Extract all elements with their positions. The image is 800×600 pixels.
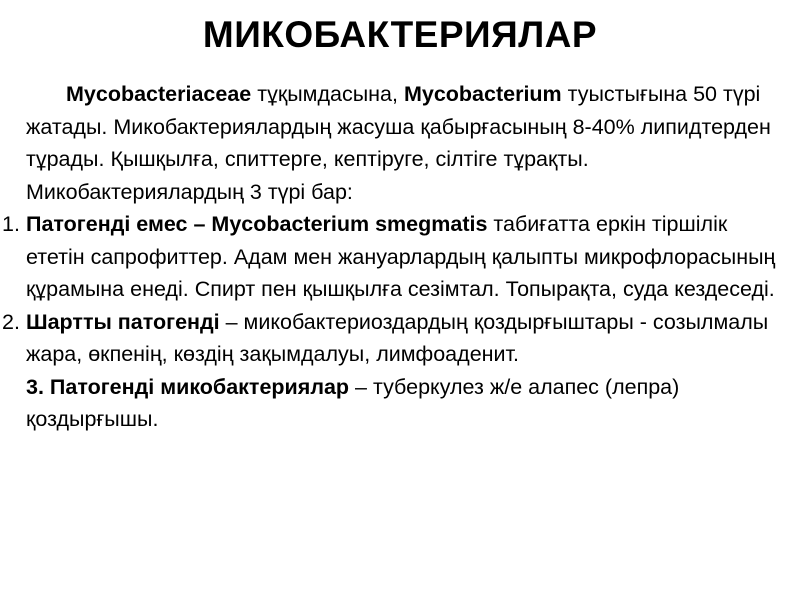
list-item-3-number: 3.: [26, 374, 44, 399]
intro-text-1: тұқымдасына,: [251, 82, 404, 106]
list-item-1-text: табиғатта еркін тіршілік ететін сапрофиттер. Адам мен жануарлардың қалыпты микрофлорасының құрамына енеді. Спирт пен қышқылға сезімтал. Топырақта, суда кездеседі.: [26, 212, 776, 301]
list-item-2-text: – микобактериоздардың қоздырғыштары - созылмалы жара, өкпенің, көздің зақымдалуы, лимфоаденит.: [26, 309, 769, 366]
slide-title: МИКОБАКТЕРИЯЛАР: [202, 14, 598, 55]
list-item-1-term: Mycobacterium smegmatis: [211, 212, 488, 236]
intro-text-2: туыстығына 50 түрі жатады. Микобактериялардың жасуша қабырғасының 8-40% липидтерден тұрады. Қышқылға, спиттерге, кептіруге, сілтіге тұрақты. Микобактериялардың 3 түрі бар:: [26, 82, 771, 204]
intro-paragraph: [26, 78, 786, 208]
list-item-3-heading: Патогенді микобактериялар: [49, 374, 350, 399]
list-item-3: [26, 371, 786, 436]
list-item-1-heading: Патогенді емес –: [26, 212, 212, 236]
list-item-2-heading: Шартты патогенді: [26, 309, 220, 334]
term-mycobacteriaceae: Mycobacteriaceae: [66, 82, 252, 106]
list-item-3-text: – туберкулез ж/е алапес (лепра) қоздырғышы.: [26, 374, 680, 431]
term-mycobacterium: Mycobacterium: [403, 82, 562, 106]
list-item-2: [2, 306, 786, 371]
list-item-1-number: 1.: [2, 212, 20, 236]
list-item-1: [2, 208, 786, 306]
list-item-2-number: 2.: [2, 309, 20, 334]
slide-content: [2, 78, 786, 436]
